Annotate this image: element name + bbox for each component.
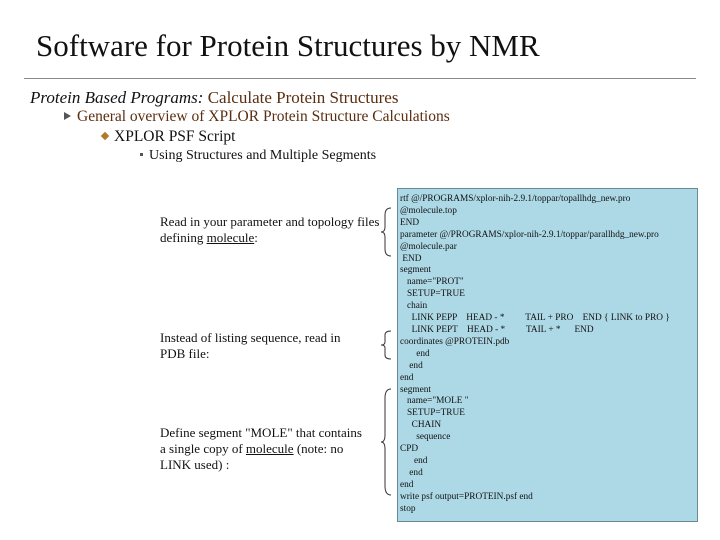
- code-line: end: [400, 372, 414, 383]
- code-line: name="PROT": [400, 277, 464, 288]
- code-line: end: [400, 348, 430, 359]
- note-define-segment: [160, 425, 365, 473]
- code-line: end: [400, 467, 423, 478]
- outline-level-1: [30, 88, 398, 108]
- outline-level-2-text: General overview of XPLOR Protein Structure Calculations: [77, 108, 450, 125]
- code-line: SETUP=TRUE: [400, 289, 465, 300]
- code-line: CHAIN: [400, 420, 442, 431]
- outline-level-3-text: XPLOR PSF Script: [114, 128, 236, 145]
- code-line: parameter @/PROGRAMS/xplor-nih-2.9.1/toppar/parallhdg_new.pro: [400, 229, 659, 240]
- note-text-end: (note: no LINK used) :: [160, 441, 344, 472]
- dot-bullet-icon: [140, 153, 143, 156]
- outline-level-3: [102, 128, 235, 146]
- outline-level-4: [140, 148, 376, 164]
- code-line: segment: [400, 384, 431, 395]
- left-brace-icon: [380, 330, 392, 360]
- code-line: sequence: [400, 432, 451, 443]
- note-text: Read in your parameter and topology files defining: [160, 214, 380, 245]
- code-line: LINK PEPT HEAD - * TAIL + * END: [400, 324, 594, 335]
- code-line: write psf output=PROTEIN.psf end: [400, 491, 533, 502]
- note-pdb-file: [160, 330, 365, 362]
- left-brace-icon: [380, 388, 392, 496]
- code-line: end: [400, 360, 423, 371]
- slide-title: Software for Protein Structures by NMR: [36, 28, 540, 63]
- code-line: END: [400, 217, 420, 228]
- note-text: Define segment "MOLE" that contains a single copy of: [160, 425, 362, 456]
- title-divider: [24, 78, 696, 79]
- note-underlined: molecule: [245, 441, 294, 456]
- code-line: end: [400, 455, 428, 466]
- code-line: end: [400, 479, 414, 490]
- code-line: chain: [400, 301, 428, 312]
- code-line: stop: [400, 503, 416, 514]
- arrow-bullet-icon: [64, 112, 71, 120]
- code-line: rtf @/PROGRAMS/xplor-nih-2.9.1/toppar/topallhdg_new.pro: [400, 194, 631, 204]
- code-line: END: [400, 253, 422, 264]
- note-parameter-topology: [160, 214, 380, 246]
- code-line: CPD: [400, 444, 419, 455]
- code-line: @molecule.top: [400, 205, 457, 216]
- note-text: Instead of listing sequence, read in PDB file:: [160, 330, 341, 361]
- code-line: SETUP=TRUE: [400, 408, 465, 419]
- code-line: segment: [400, 265, 431, 276]
- outline-level-1-italic: Protein Based Programs:: [30, 88, 204, 107]
- code-line: @molecule.par: [400, 241, 457, 252]
- code-line: LINK PEPP HEAD - * TAIL + PRO END { LINK to PRO }: [400, 313, 670, 324]
- note-underlined: molecule: [206, 230, 255, 245]
- outline-level-4-text: Using Structures and Multiple Segments: [149, 148, 377, 163]
- diamond-bullet-icon: [101, 132, 109, 140]
- left-brace-icon: [380, 207, 392, 257]
- outline-level-1-text: Calculate Protein Structures: [203, 88, 399, 107]
- note-text-end: :: [254, 230, 258, 245]
- xplor-script-code: [400, 194, 698, 515]
- code-line: name="MOLE ": [400, 396, 469, 407]
- outline-level-2: [64, 108, 450, 126]
- code-line: coordinates @PROTEIN.pdb: [400, 336, 510, 347]
